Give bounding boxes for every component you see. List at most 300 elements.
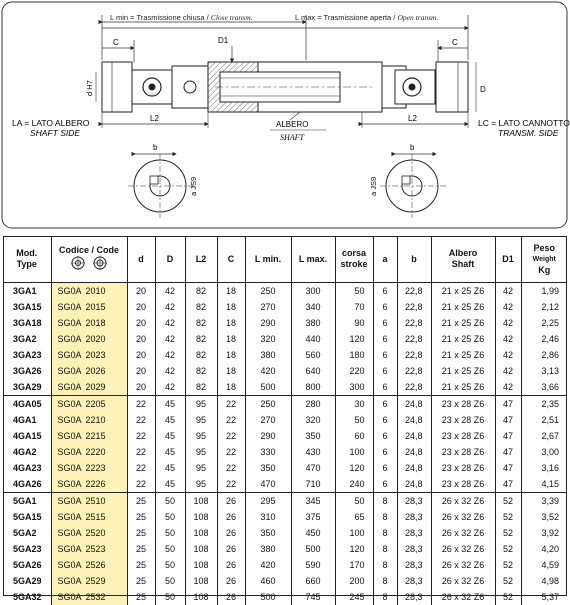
cell-b: 28,3 (397, 557, 431, 573)
cell-D: 50 (155, 573, 185, 589)
cell-D: 45 (155, 412, 185, 428)
cell-D: 50 (155, 525, 185, 541)
code-prefix: SG0A (57, 544, 82, 554)
cell-corsa: 240 (335, 476, 373, 493)
cell-C: 22 (217, 444, 245, 460)
cell-shaft: 26 x 32 Z6 (431, 493, 495, 510)
cell-mod: 4GA05 (13, 399, 42, 409)
lc-line2: TRANSM. SIDE (498, 128, 559, 138)
cell-L2: 95 (185, 412, 217, 428)
cell-C: 18 (217, 363, 245, 379)
cell-a: 8 (373, 509, 397, 525)
cell-mod: 5GA23 (13, 544, 42, 554)
col-C: C (217, 236, 245, 283)
cell-C: 18 (217, 347, 245, 363)
cell-lmin: 250 (245, 396, 291, 413)
c-left-label: C (113, 38, 119, 47)
cell-code (51, 493, 127, 510)
cell-b: 28,3 (397, 541, 431, 557)
table-row (3, 476, 567, 493)
cell-D: 42 (155, 363, 185, 379)
cell-a: 6 (373, 299, 397, 315)
specs-table (3, 236, 567, 605)
cell-D: 45 (155, 396, 185, 413)
cell-code (51, 299, 127, 315)
cell-shaft: 21 x 25 Z6 (431, 299, 495, 315)
cell-d: 25 (127, 541, 155, 557)
cell-D1: 42 (495, 363, 521, 379)
cell-shaft: 21 x 25 Z6 (431, 283, 495, 300)
cell-D1: 42 (495, 331, 521, 347)
cell-D1: 52 (495, 493, 521, 510)
table-row (3, 428, 567, 444)
cell-code (51, 573, 127, 589)
table-row (3, 541, 567, 557)
cell-lmax: 640 (291, 363, 335, 379)
cell-a: 8 (373, 493, 397, 510)
cell-b: 24,8 (397, 412, 431, 428)
cell-D1: 42 (495, 347, 521, 363)
cell-L2: 82 (185, 315, 217, 331)
code-prefix: SG0A (57, 399, 82, 409)
cell-peso: 4,15 (521, 476, 567, 493)
cell-code (51, 331, 127, 347)
code-prefix: SG0A (57, 350, 82, 360)
table-row (3, 283, 567, 300)
cell-C: 26 (217, 525, 245, 541)
cell-a: 6 (373, 283, 397, 300)
col-albero: Albero Shaft (431, 236, 495, 283)
cell-d: 22 (127, 428, 155, 444)
cell-peso: 2,25 (521, 315, 567, 331)
code-number: 2210 (85, 415, 106, 425)
cell-code (51, 444, 127, 460)
cell-a: 6 (373, 396, 397, 413)
cell-L2: 108 (185, 557, 217, 573)
cell-D: 50 (155, 493, 185, 510)
cell-code (51, 347, 127, 363)
cell-a: 6 (373, 428, 397, 444)
cell-mod: 4GA26 (3, 476, 51, 493)
code-prefix: SG0A (57, 528, 82, 538)
code-prefix: SG0A (57, 334, 82, 344)
cell-mod: 5GA2 (13, 528, 37, 538)
cell-lmin: 500 (245, 589, 291, 605)
cell-peso: 2,86 (521, 347, 567, 363)
lmin-label: L min = Trasmissione chiusa / Close transm. (110, 13, 253, 22)
cell-corsa: 60 (335, 428, 373, 444)
cell-C: 18 (217, 331, 245, 347)
code-number: 2029 (85, 382, 106, 392)
cell-a: 6 (373, 347, 397, 363)
cell-peso: 4,20 (521, 541, 567, 557)
cell-lmin: 380 (245, 541, 291, 557)
code-number: 2523 (85, 544, 106, 554)
cell-peso: 4,98 (521, 573, 567, 589)
cell-D: 42 (155, 347, 185, 363)
cell-shaft: 26 x 32 Z6 (431, 557, 495, 573)
cell-peso: 5,37 (521, 589, 567, 605)
cell-code (51, 379, 127, 396)
cell-D: 45 (155, 444, 185, 460)
cell-shaft: 26 x 32 Z6 (431, 541, 495, 557)
table-row (3, 493, 567, 510)
cell-L2: 95 (185, 460, 217, 476)
cell-lmin: 295 (245, 493, 291, 510)
code-number: 2526 (85, 560, 106, 570)
cell-L2: 108 (185, 509, 217, 525)
a-right-label: a JS9 (369, 176, 378, 196)
code-number: 2223 (85, 463, 106, 473)
cell-code (51, 363, 127, 379)
cell-C: 26 (217, 557, 245, 573)
cell-corsa: 120 (335, 460, 373, 476)
cell-D1: 42 (495, 315, 521, 331)
left-hub (102, 62, 132, 112)
table-row (3, 509, 567, 525)
code-number: 2215 (85, 431, 106, 441)
cell-C: 26 (217, 493, 245, 510)
cell-D1: 52 (495, 557, 521, 573)
lc-line1: LC = LATO CANNOTTO (478, 118, 570, 128)
code-number: 2532 (85, 592, 106, 602)
col-mod: Mod. Type (3, 236, 51, 283)
cell-corsa: 245 (335, 589, 373, 605)
cell-peso: 3,66 (521, 379, 567, 396)
cell-D1: 52 (495, 573, 521, 589)
code-number: 2010 (85, 286, 106, 296)
cell-L2: 82 (185, 379, 217, 396)
cell-lmax: 560 (291, 347, 335, 363)
cell-shaft: 23 x 28 Z6 (431, 460, 495, 476)
cell-b: 22,8 (397, 283, 431, 300)
code-prefix: SG0A (57, 318, 82, 328)
code-prefix: SG0A (57, 463, 82, 473)
table-row (3, 396, 567, 413)
cell-code (51, 509, 127, 525)
cell-shaft: 21 x 25 Z6 (431, 315, 495, 331)
cell-lmax: 660 (291, 573, 335, 589)
lmax-label: L max = Trasmissione aperta / Open transm. (295, 13, 439, 22)
cell-a: 8 (373, 573, 397, 589)
code-number: 2018 (85, 318, 106, 328)
cell-L2: 82 (185, 347, 217, 363)
cell-d: 20 (127, 299, 155, 315)
table-row (3, 299, 567, 315)
cell-lmax: 590 (291, 557, 335, 573)
code-number: 2226 (85, 479, 106, 489)
cell-lmax: 345 (291, 493, 335, 510)
l2-left-label: L2 (150, 114, 159, 123)
cell-d: 22 (127, 396, 155, 413)
cell-corsa: 200 (335, 573, 373, 589)
cell-lmin: 350 (245, 460, 291, 476)
cell-D1: 42 (495, 379, 521, 396)
cell-shaft: 23 x 28 Z6 (431, 476, 495, 493)
cell-mod: 3GA29 (3, 379, 51, 396)
cell-d: 25 (127, 509, 155, 525)
cell-corsa: 100 (335, 444, 373, 460)
cell-lmax: 710 (291, 476, 335, 493)
cell-mod: 3GA23 (13, 350, 42, 360)
table-row (3, 315, 567, 331)
cell-a: 6 (373, 331, 397, 347)
cell-D: 50 (155, 509, 185, 525)
table-row (3, 557, 567, 573)
cell-d: 25 (127, 493, 155, 510)
cell-peso: 2,51 (521, 412, 567, 428)
drawing-frame (2, 2, 567, 228)
cell-b: 24,8 (397, 460, 431, 476)
cell-peso: 4,59 (521, 557, 567, 573)
cell-D1: 42 (495, 299, 521, 315)
cell-d: 20 (127, 315, 155, 331)
shaft-label: SHAFT (280, 133, 304, 142)
cell-shaft: 21 x 25 Z6 (431, 363, 495, 379)
cell-C: 22 (217, 476, 245, 493)
cell-D: 45 (155, 428, 185, 444)
cell-peso: 2,35 (521, 396, 567, 413)
cell-C: 22 (217, 396, 245, 413)
cell-D: 45 (155, 460, 185, 476)
cell-L2: 108 (185, 525, 217, 541)
b-left-label: b (153, 143, 158, 152)
cell-corsa: 100 (335, 525, 373, 541)
cell-L2: 95 (185, 476, 217, 493)
cell-mod: 3GA26 (13, 366, 42, 376)
cell-d: 20 (127, 331, 155, 347)
table-row (3, 412, 567, 428)
cell-mod: 5GA1 (13, 496, 37, 506)
cell-L2: 95 (185, 396, 217, 413)
cell-lmin: 470 (245, 476, 291, 493)
cell-mod: 5GA26 (13, 560, 42, 570)
cell-lmin: 350 (245, 525, 291, 541)
code-number: 2529 (85, 576, 106, 586)
cell-corsa: 65 (335, 509, 373, 525)
code-prefix: SG0A (57, 560, 82, 570)
code-number: 2205 (85, 399, 106, 409)
cell-lmax: 380 (291, 315, 335, 331)
cell-b: 28,3 (397, 525, 431, 541)
code-number: 2515 (85, 512, 106, 522)
cell-d: 25 (127, 557, 155, 573)
cell-C: 18 (217, 315, 245, 331)
cell-D1: 47 (495, 412, 521, 428)
tube-section-icon (93, 256, 107, 270)
cell-b: 22,8 (397, 315, 431, 331)
cell-lmax: 470 (291, 460, 335, 476)
code-prefix: SG0A (57, 496, 82, 506)
cell-peso: 1,99 (521, 283, 567, 300)
cell-lmax: 800 (291, 379, 335, 396)
big-d-label: D (480, 85, 486, 94)
cell-shaft: 21 x 25 Z6 (431, 331, 495, 347)
cell-D1: 47 (495, 476, 521, 493)
cell-a: 6 (373, 363, 397, 379)
cell-a: 6 (373, 412, 397, 428)
cell-a: 6 (373, 315, 397, 331)
cell-corsa: 90 (335, 315, 373, 331)
cell-lmin: 290 (245, 315, 291, 331)
cell-L2: 82 (185, 299, 217, 315)
cell-L2: 82 (185, 363, 217, 379)
cell-corsa: 50 (335, 493, 373, 510)
code-prefix: SG0A (57, 302, 82, 312)
cell-lmax: 500 (291, 541, 335, 557)
cell-L2: 95 (185, 428, 217, 444)
cell-D1: 52 (495, 525, 521, 541)
cell-D1: 47 (495, 460, 521, 476)
cell-L2: 108 (185, 541, 217, 557)
col-lmax: L max. (291, 236, 335, 283)
cell-corsa: 120 (335, 331, 373, 347)
cell-b: 28,3 (397, 589, 431, 605)
cell-b: 22,8 (397, 331, 431, 347)
cell-code (51, 315, 127, 331)
cell-lmax: 745 (291, 589, 335, 605)
cell-D1: 42 (495, 283, 521, 300)
cell-shaft: 23 x 28 Z6 (431, 444, 495, 460)
cell-lmax: 375 (291, 509, 335, 525)
code-prefix: SG0A (57, 512, 82, 522)
cell-corsa: 50 (335, 283, 373, 300)
cell-b: 22,8 (397, 299, 431, 315)
cell-lmin: 420 (245, 557, 291, 573)
cell-lmin: 330 (245, 444, 291, 460)
cell-b: 24,8 (397, 444, 431, 460)
cell-d: 20 (127, 363, 155, 379)
cell-a: 8 (373, 541, 397, 557)
d1-label: D1 (218, 36, 229, 45)
cell-lmax: 320 (291, 412, 335, 428)
cell-d: 20 (127, 283, 155, 300)
cell-D: 42 (155, 315, 185, 331)
cell-d: 22 (127, 476, 155, 493)
cell-mod: 4GA2 (13, 447, 37, 457)
code-prefix: SG0A (57, 382, 82, 392)
cell-lmin: 250 (245, 283, 291, 300)
cell-lmax: 340 (291, 299, 335, 315)
cell-mod: 3GA2 (13, 334, 37, 344)
code-number: 2020 (85, 334, 106, 344)
cell-corsa: 50 (335, 412, 373, 428)
cell-peso: 3,13 (521, 363, 567, 379)
cell-lmin: 500 (245, 379, 291, 396)
cell-C: 26 (217, 573, 245, 589)
cell-code (51, 460, 127, 476)
cell-code (51, 557, 127, 573)
cell-b: 24,8 (397, 396, 431, 413)
cell-b: 28,3 (397, 573, 431, 589)
cell-L2: 95 (185, 444, 217, 460)
cell-b: 24,8 (397, 476, 431, 493)
cell-b: 22,8 (397, 379, 431, 396)
cell-shaft: 26 x 32 Z6 (431, 509, 495, 525)
col-L2: L2 (185, 236, 217, 283)
cell-shaft: 21 x 25 Z6 (431, 379, 495, 396)
a-left-label: a JS9 (189, 176, 198, 196)
cell-mod: 5GA29 (13, 576, 42, 586)
cell-b: 28,3 (397, 493, 431, 510)
cell-D1: 52 (495, 509, 521, 525)
col-lmin: L min. (245, 236, 291, 283)
cell-peso: 3,39 (521, 493, 567, 510)
cell-a: 6 (373, 444, 397, 460)
cell-D: 42 (155, 331, 185, 347)
cell-lmax: 350 (291, 428, 335, 444)
cell-mod: 3GA1 (13, 286, 37, 296)
cell-lmin: 460 (245, 573, 291, 589)
table-row (3, 573, 567, 589)
table-row (3, 460, 567, 476)
code-number: 2026 (85, 366, 106, 376)
cell-lmin: 320 (245, 331, 291, 347)
code-number: 2015 (85, 302, 106, 312)
cell-mod: 4GA1 (13, 415, 37, 425)
cell-C: 22 (217, 460, 245, 476)
cell-a: 8 (373, 557, 397, 573)
cell-mod: 4GA23 (13, 463, 42, 473)
albero-label: ALBERO (276, 120, 309, 129)
cell-lmax: 300 (291, 283, 335, 300)
table-header-row (3, 236, 567, 283)
cell-corsa: 220 (335, 363, 373, 379)
cell-C: 22 (217, 412, 245, 428)
cell-lmax: 280 (291, 396, 335, 413)
col-peso: Peso Weight Kg (521, 236, 567, 283)
cell-code (51, 396, 127, 413)
cell-lmax: 430 (291, 444, 335, 460)
cell-corsa: 30 (335, 396, 373, 413)
l2-right-label: L2 (408, 114, 417, 123)
cell-shaft: 23 x 28 Z6 (431, 428, 495, 444)
code-prefix: SG0A (57, 286, 82, 296)
cell-D: 50 (155, 589, 185, 605)
code-prefix: SG0A (57, 592, 82, 602)
cell-d: 20 (127, 379, 155, 396)
cell-D: 50 (155, 557, 185, 573)
cell-lmax: 450 (291, 525, 335, 541)
code-prefix: SG0A (57, 366, 82, 376)
cell-lmin: 310 (245, 509, 291, 525)
cell-code (51, 412, 127, 428)
cell-mod: 3GA18 (13, 318, 42, 328)
cell-b: 22,8 (397, 347, 431, 363)
table-row (3, 589, 567, 605)
table-row (3, 525, 567, 541)
cell-L2: 108 (185, 573, 217, 589)
table-row (3, 379, 567, 396)
cell-D1: 47 (495, 444, 521, 460)
col-a: a (373, 236, 397, 283)
cell-shaft: 26 x 32 Z6 (431, 525, 495, 541)
cell-lmin: 290 (245, 428, 291, 444)
cell-D1: 47 (495, 396, 521, 413)
cell-a: 6 (373, 460, 397, 476)
code-number: 2220 (85, 447, 106, 457)
cell-peso: 3,00 (521, 444, 567, 460)
code-prefix: SG0A (57, 479, 82, 489)
cell-D1: 52 (495, 541, 521, 557)
b-right-label: b (410, 143, 415, 152)
cell-C: 18 (217, 299, 245, 315)
cell-D1: 47 (495, 428, 521, 444)
table-row (3, 347, 567, 363)
cell-code (51, 525, 127, 541)
cell-D: 42 (155, 299, 185, 315)
cell-peso: 3,16 (521, 460, 567, 476)
